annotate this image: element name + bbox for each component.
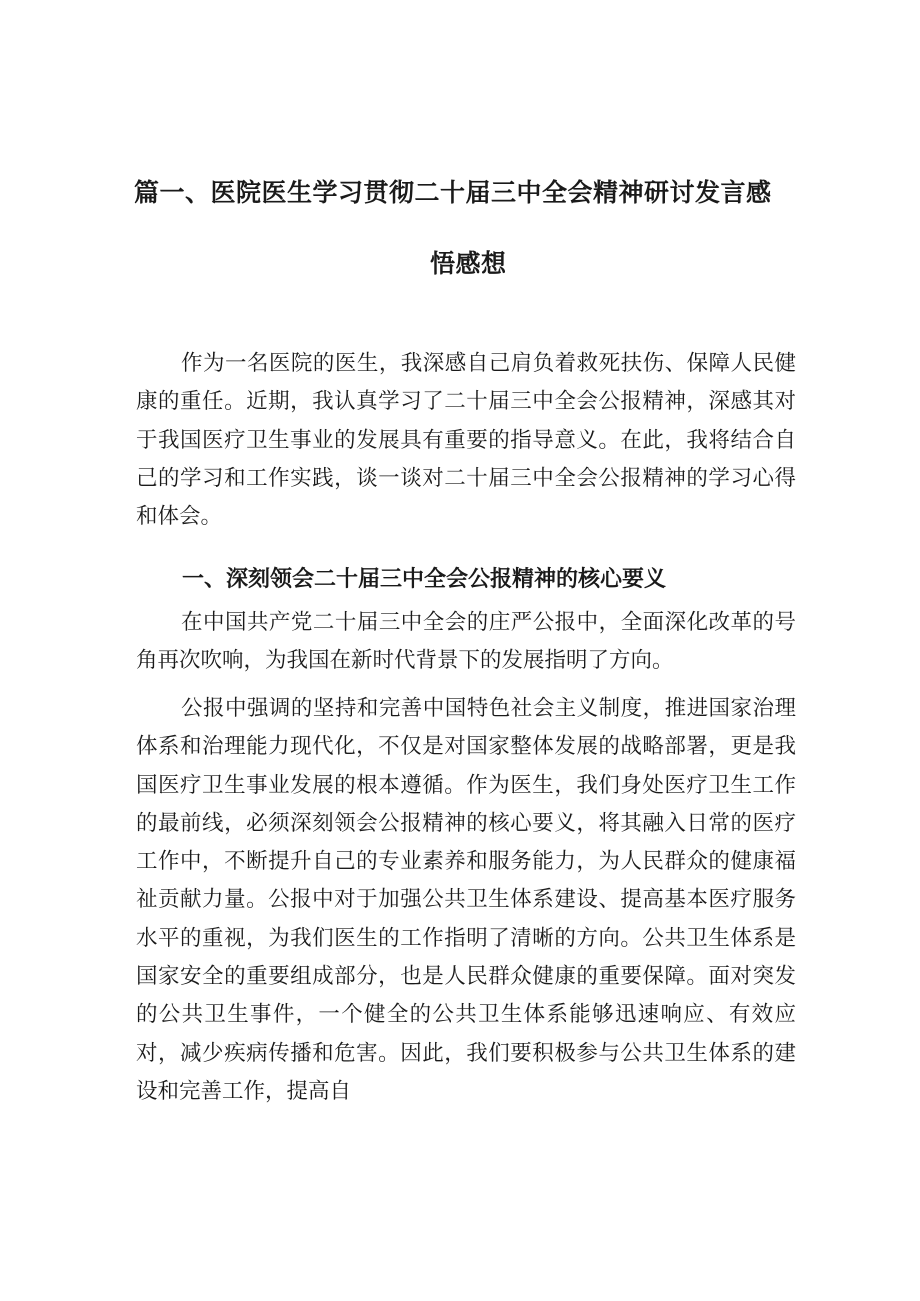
body-paragraph: 在中国共产党二十届三中全会的庄严公报中，全面深化改革的号角再次吹响，为我国在新时代背景下的发展指明了方向。 [136, 610, 796, 674]
section-heading: 一、深刻领会二十届三中全会公报精神的核心要义 [182, 567, 667, 592]
intro-paragraph: 作为一名医院的医生，我深感自己肩负着救死扶伤、保障人民健康的重任。近期，我认真学习了二十届三中全会公报精神，深感其对于我国医疗卫生事业的发展具有重要的指导意义。在此，我将结合自己的学习和工作实践，谈一谈对二十届三中全会公报精神的学习心得和体会。 [136, 351, 796, 530]
body-paragraph: 公报中强调的坚持和完善中国特色社会主义制度，推进国家治理体系和治理能力现代化，不仅是对国家整体发展的战略部署，更是我国医疗卫生事业发展的根本遵循。作为医生，我们身处医疗卫生工作的最前线，必须深刻领会公报精神的核心要义，将其融入日常的医疗工作中，不断提升自己的专业素养和服务能力，为人民群众的健康福祉贡献力量。公报中对于加强公共卫生体系建设、提高基本医疗服务水平的重视，为我们医生的工作指明了清晰的方向。公共卫生体系是国家安全的重要组成部分，也是人民群众健康的重要保障。面对突发的公共卫生事件，一个健全的公共卫生体系能够迅速响应、有效应对，减少疾病传播和危害。因此，我们要积极参与公共卫生体系的建设和完善工作，提高自 [136, 696, 796, 1104]
document-title-line-2: 悟感想 [430, 249, 507, 278]
document-title-line-1: 篇一、医院医生学习贯彻二十届三中全会精神研讨发言感 [134, 178, 772, 207]
